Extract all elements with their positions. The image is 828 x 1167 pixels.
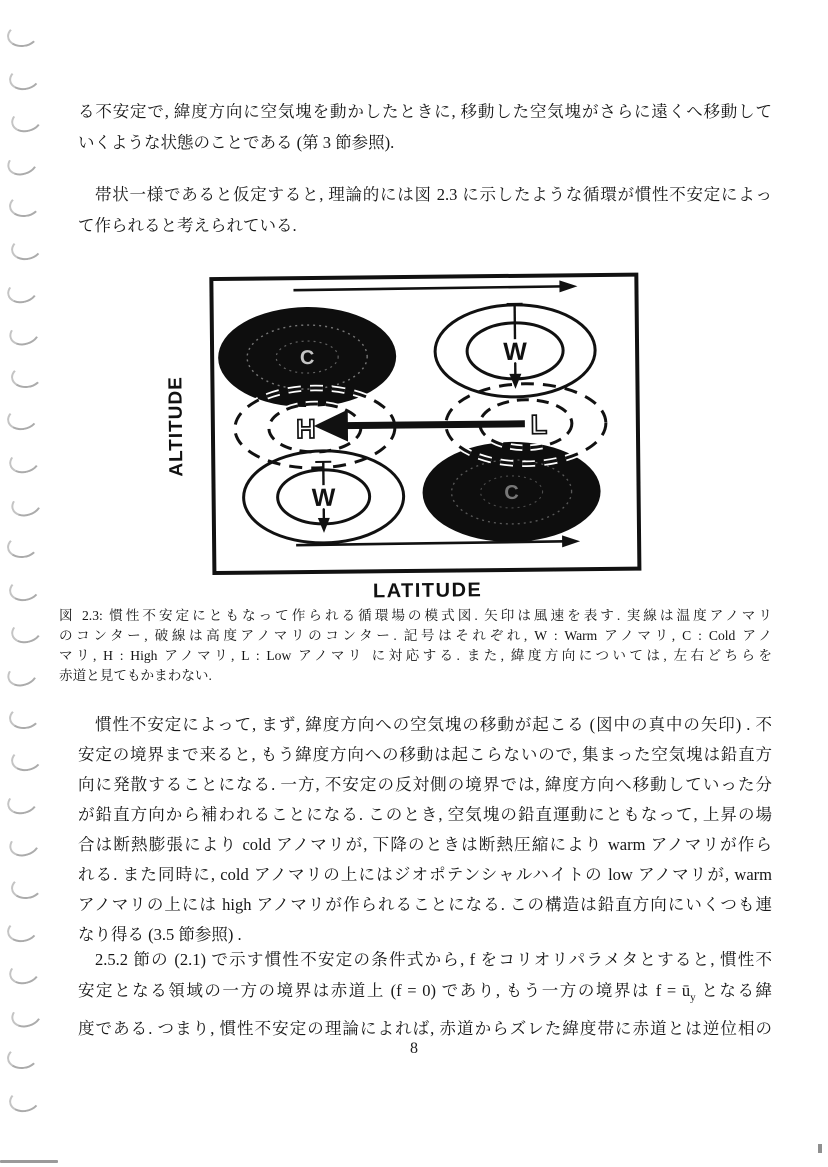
body-line: 慣性不安定によって, まず, 緯度方向への空気塊の移動が起こる (図中の真中の矢印) . 不 bbox=[95, 715, 772, 734]
body-line: なり得る (3.5 節参照) . bbox=[78, 925, 242, 944]
binder-ring bbox=[4, 148, 41, 179]
binder-ring bbox=[9, 106, 45, 136]
binder-ring bbox=[5, 276, 41, 306]
subscript-y: y bbox=[690, 991, 696, 1004]
latitude-axis-label: LATITUDE bbox=[372, 579, 483, 603]
binder-ring bbox=[8, 1000, 45, 1031]
scan-speck-artifact bbox=[818, 1144, 822, 1153]
binder-ring bbox=[7, 958, 43, 988]
paragraph-3 bbox=[78, 710, 772, 950]
body-line bbox=[78, 975, 772, 1013]
body-text: となる緯 bbox=[695, 981, 772, 1000]
caption-line: 赤道と見てもかまわない. bbox=[59, 668, 212, 683]
binder-ring bbox=[10, 363, 43, 389]
body-text: 安定となる領域の一方の境界は赤道上 (f = 0) であり, もう一方の境界は f = ū bbox=[78, 981, 691, 1000]
body-line: 度である. つまり, 慣性不安定の理論によれば, 赤道からズレた緯度帯に赤道とは逆位相の bbox=[78, 1019, 772, 1039]
binder-ring bbox=[5, 405, 40, 433]
binder-ring bbox=[7, 64, 42, 92]
cold-label-top: C bbox=[299, 346, 315, 370]
caption-line: マリ, H : High アノマリ, L : Low アノマリ に対応する. また, 緯度方向については, 左右どちらを bbox=[59, 648, 772, 663]
binder-ring bbox=[7, 575, 42, 603]
body-line: て作られると考えられている. bbox=[78, 216, 297, 235]
binder-ring bbox=[6, 22, 39, 48]
binder-ring bbox=[8, 704, 41, 730]
body-line: 向に発散することになる. 一方, 不安定の反対側の境界では, 緯度方向へ移動していった分 bbox=[78, 775, 772, 794]
caption-line: のコンター, 破線は高度アノマリのコンター. 記号はそれぞれ, W : Warm アノマリ, C : Cold アノ bbox=[59, 628, 772, 643]
paragraph-4 bbox=[78, 944, 772, 1044]
binder-ring bbox=[5, 787, 41, 817]
binder-ring bbox=[5, 916, 40, 944]
caption-line: 図 2.3: 慣性不安定にともなって作られる循環場の模式図. 矢印は風速を表す. 実線は温度アノマリ bbox=[59, 608, 772, 623]
top-wind-arrow bbox=[293, 280, 577, 295]
figure-caption bbox=[59, 606, 772, 686]
body-line: 合は断熱膨張により cold アノマリが, 下降のときは断熱圧縮により warm アノマリが作ら bbox=[78, 835, 772, 854]
binder-rings bbox=[0, 0, 50, 1167]
altitude-axis-label: ALTITUDE bbox=[165, 376, 188, 477]
paragraph-2 bbox=[78, 179, 772, 241]
binder-ring bbox=[6, 829, 43, 860]
body-line: れる. また同時に, cold アノマリの上にはジオポテンシャルハイトの low アノマリが, warm bbox=[78, 865, 772, 884]
body-line: が鉛直方向から補われることになる. このとき, 空気塊の鉛直運動にともなって, 上昇の場 bbox=[78, 805, 772, 824]
warm-label-bottom: W bbox=[311, 483, 336, 513]
binder-ring bbox=[7, 1086, 42, 1114]
circulation-schematic bbox=[156, 261, 660, 611]
body-line: 帯状一様であると仮定すると, 理論的には図 2.3 に示したような循環が慣性不安定によっ bbox=[95, 185, 772, 204]
body-line: 2.5.2 節の (2.1) で示す慣性不安定の条件式から, f をコリオリパラメタとすると, 慣性不 bbox=[95, 950, 772, 969]
binder-ring bbox=[6, 534, 39, 560]
body-line: る不安定で, 緯度方向に空気塊を動かしたときに, 移動した空気塊がさらに遠くへ移動して bbox=[78, 102, 772, 121]
binder-ring bbox=[4, 659, 41, 690]
binder-ring bbox=[6, 318, 43, 349]
binder-ring bbox=[9, 746, 44, 774]
low-label: L bbox=[530, 409, 548, 440]
meridional-flow-arrow bbox=[314, 408, 525, 442]
cold-label-bottom: C bbox=[504, 481, 519, 504]
binder-ring bbox=[10, 874, 43, 900]
paragraph-1 bbox=[78, 96, 772, 158]
page-number: 8 bbox=[410, 1040, 418, 1057]
binder-ring bbox=[8, 488, 45, 519]
binder-ring bbox=[9, 617, 45, 647]
body-line: アノマリの上には high アノマリが作られることになる. この構造は鉛直方向にいくつも連 bbox=[78, 895, 772, 914]
binder-ring bbox=[8, 193, 41, 219]
warm-label-top: W bbox=[503, 337, 528, 366]
scan-edge-artifact bbox=[0, 1160, 58, 1163]
figure-2-3 bbox=[156, 261, 660, 611]
high-label: H bbox=[296, 413, 316, 445]
body-line: 安定の境界まで来ると, もう緯度方向への移動は起こらないので, 集まった空気塊は鉛直方 bbox=[78, 745, 772, 764]
binder-ring bbox=[9, 234, 44, 262]
binder-ring bbox=[7, 447, 43, 477]
body-line: いくような状態のことである (第 3 節参照). bbox=[78, 133, 395, 152]
